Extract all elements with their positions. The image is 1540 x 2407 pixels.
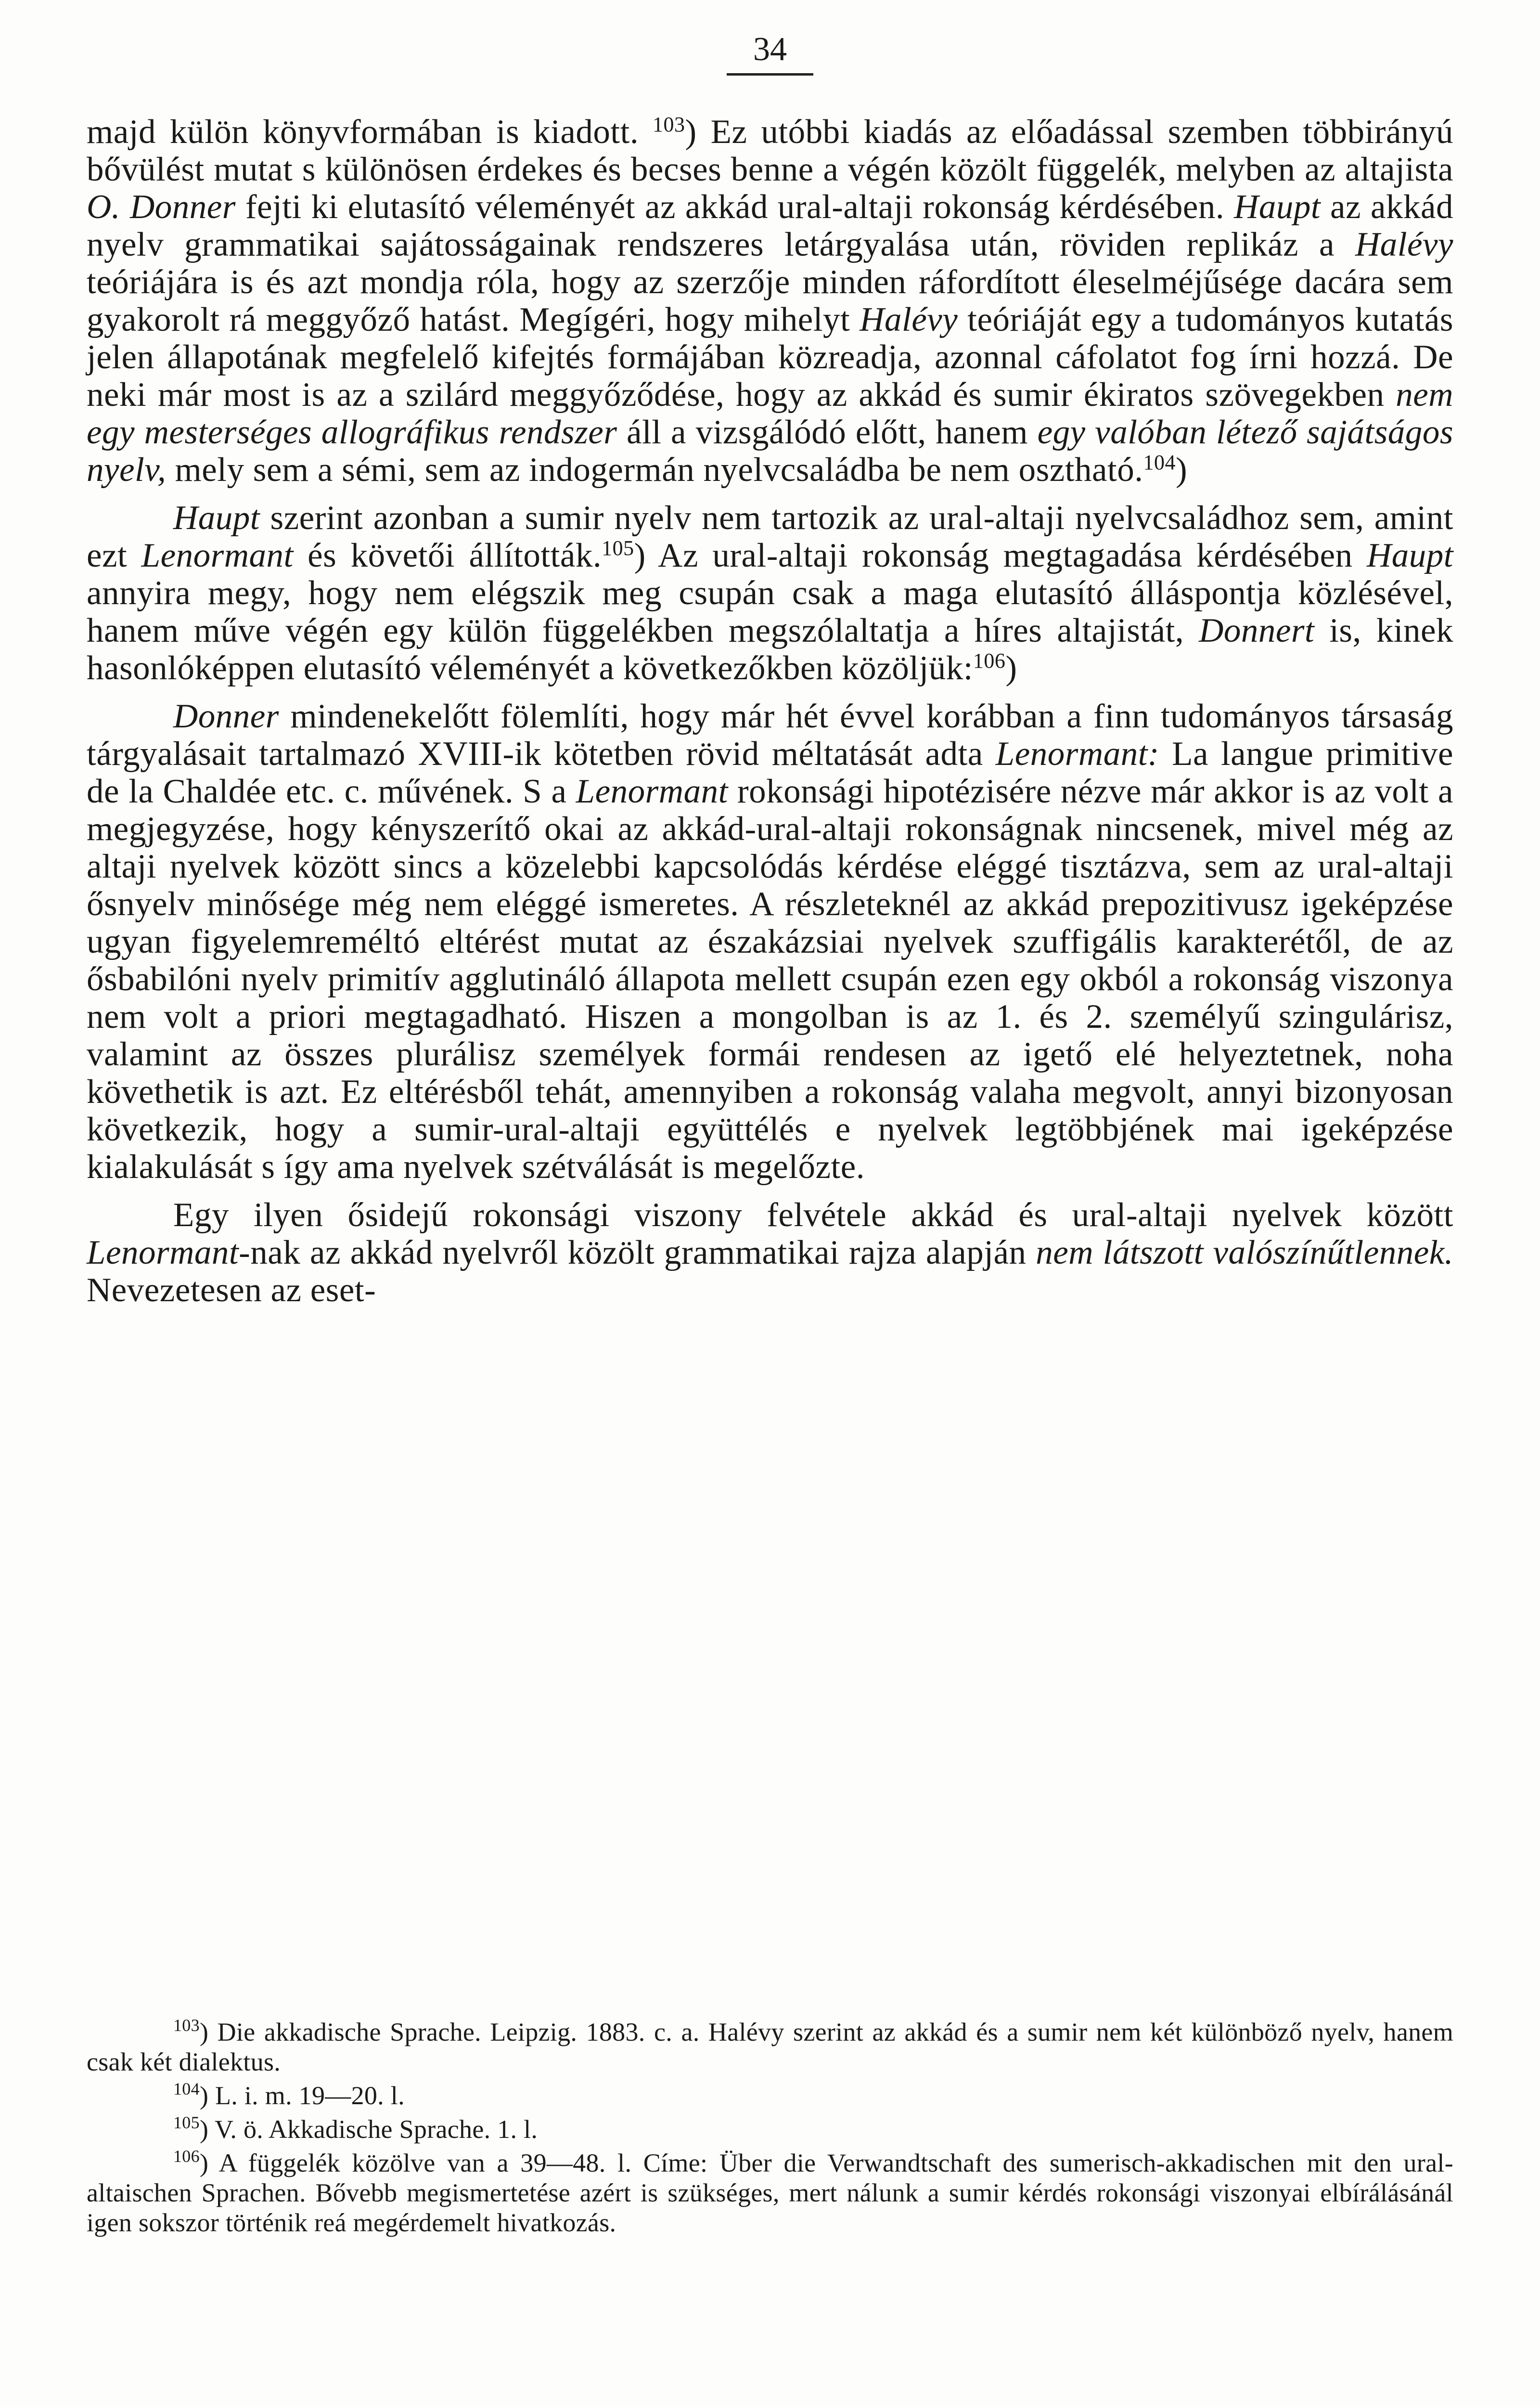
body-text [87,113,1453,1309]
text-run: áll a vizsgálódó előtt, hanem [617,414,1038,451]
text-run: ) [1005,649,1017,687]
footnote-reference: 106 [973,649,1006,673]
text-run: ) [1175,451,1188,489]
text-run: mely sem a sémi, sem az indogermán nyelvcsaládba be nem osztható. [166,451,1143,489]
text-run: Nevezetesen az eset- [87,1271,376,1309]
emphasized-text: nem egy mesterséges allográfikus rendszer [87,376,1453,451]
footnote-text: ) Die akkadische Sprache. Leipzig. 1883. c. a. Halévy szerint az akkád és a sumir nem két különböző nyelv, hanem csak két dialektus. [87,2018,1453,2076]
footnote-number: 103 [173,2016,200,2035]
footnote [87,2114,1453,2144]
emphasized-text: egy valóban létező sajátságos nyelv, [87,414,1454,489]
text-run: La langue primitive de la Chaldée etc. c. művének. S a [87,735,1453,810]
emphasized-text: Halévy [860,301,958,338]
emphasized-text: Haupt [173,499,260,537]
footnote-reference: 105 [602,536,634,560]
footnote-reference: 104 [1143,451,1176,474]
text-run: az akkád nyelv grammatikai sajátosságainak rendszeres letárgyalása után, röviden replikáz a [87,188,1453,263]
text-run: rokonsági hipotézisére nézve már akkor is az volt a megjegyzése, hogy kényszerítő okai az akkád-ural-altaji rokonságnak nincsenek, mivel még az altaji nyelvek között sincs a közelebbi kapcsolódás kérdése eléggé tisztázva, sem az ural-altaji ősnyelv minősége még nem eléggé ismeretes. A részleteknél az akkád prepozitivusz igeképzése ugyan figyelemreméltó eltérést mutat az északázsiai nyelvek szuffigális karakterétől, de az ősbabilóni nyelv primitív agglutináló állapota mellett csupán ezen egy okból a rokonság viszonya nem volt a priori megtagadható. Hiszen a mongolban is az 1. és 2. személyű szingulárisz, valamint az összes plurálisz személyek formái rendesen az igető elé helyeztetnek, noha követhetik is azt. Ez eltérésből tehát, amennyiben a rokonság valaha megvolt, annyi bizonyosan következik, hogy a sumir-ural-altaji együttélés e nyelvek legtöbbjének mai igeképzése kialakulását s így ama nyelvek szétválását is megelőzte. [87,773,1453,1186]
footnote-text: ) A függelék közölve van a 39—48. l. Címe: Über die Verwandtschaft des sumerisch-akkadischen mit den ural-altaischen Sprachen. Bővebb megismertetése azért is szükséges, mert nálunk a sumir kérdés rokonsági viszonyai elbírálásánál igen sokszor történik reá megérdemelt hivatkozás. [87,2148,1453,2237]
text-run: majd külön könyvformában is kiadott. [87,113,653,151]
emphasized-text: Donner [173,698,279,735]
footnote-text: ) V. ö. Akkadische Sprache. 1. l. [199,2115,538,2144]
text-run: ) Ez utóbbi kiadás az előadással szemben többirányú bővülést mutat s különösen érdekes és becses benne a végén közölt függelék, melyben az altajista [87,113,1453,188]
footnote [87,2148,1453,2238]
footnote-text: ) L. i. m. 19—20. l. [199,2081,405,2110]
footnote-number: 106 [173,2147,200,2166]
emphasized-text: Lenormant [87,1234,239,1271]
text-run: ) Az ural-altaji rokonság megtagadása kérdésében [634,537,1367,574]
emphasized-text: Donnert [1199,612,1315,649]
text-run: teóriáját egy a tudományos kutatás jelen állapotának megfelelő kifejtés formájában közreadja, azonnal cáfolatot fog írni hozzá. De neki már most is az a szilárd meggyőződése, hogy az akkád és sumir ékiratos szövegekben [87,301,1453,414]
text-run: fejti ki elutasító véleményét az akkád ural-altaji rokonság kérdésében. [235,188,1234,226]
footnote-number: 104 [173,2079,200,2098]
emphasized-text: nem látszott valószínűtlennek. [1036,1234,1454,1271]
paragraph [87,698,1453,1186]
text-run: szerint azonban a sumir nyelv nem tartozik az ural-altaji nyelvcsaládhoz sem, amint ezt [87,499,1453,574]
emphasized-text: Lenormant [576,773,728,810]
paragraph [87,499,1453,687]
emphasized-text: O. Donner [87,188,236,226]
footnotes [87,2017,1453,2241]
text-run: teóriájára is és azt mondja róla, hogy az szerzője minden ráfordított éleselméjűsége dacára sem gyakorolt rá meggyőző hatást. Megígéri, hogy mihelyt [87,263,1453,338]
paragraph [87,113,1453,489]
text-run: Egy ilyen ősidejű rokonsági viszony felvétele akkád és ural-altaji nyelvek között [173,1196,1453,1234]
text-run: mindenekelőtt fölemlíti, hogy már hét évvel korábban a finn tudományos társaság tárgyalásait tartalmazó XVIII-ik kötetben rövid méltatását adta [87,698,1453,773]
text-run: annyira megy, hogy nem elégszik meg csupán csak a maga elutasító álláspontja közlésével, hanem műve végén egy külön függelékben megszólaltatja a híres altajistát, [87,574,1453,649]
emphasized-text: Haupt [1367,537,1453,574]
paragraph [87,1196,1453,1309]
footnote [87,2081,1453,2110]
page-number: 34 [753,31,787,68]
emphasized-text: Halévy [1355,226,1453,263]
footnote-reference: 103 [653,113,685,136]
text-run: is, kinek hasonlóképpen elutasító véleményét a következőkben közöljük: [87,612,1453,687]
page-number-rule [727,73,813,76]
emphasized-text: Lenormant [141,537,294,574]
text-run: és követői állították. [293,537,602,574]
text-run: -nak az akkád nyelvről közölt grammatikai rajza alapján [239,1234,1036,1271]
emphasized-text: Lenormant: [995,735,1160,773]
emphasized-text: Haupt [1234,188,1321,226]
footnote [87,2017,1453,2077]
footnote-number: 105 [173,2113,200,2132]
